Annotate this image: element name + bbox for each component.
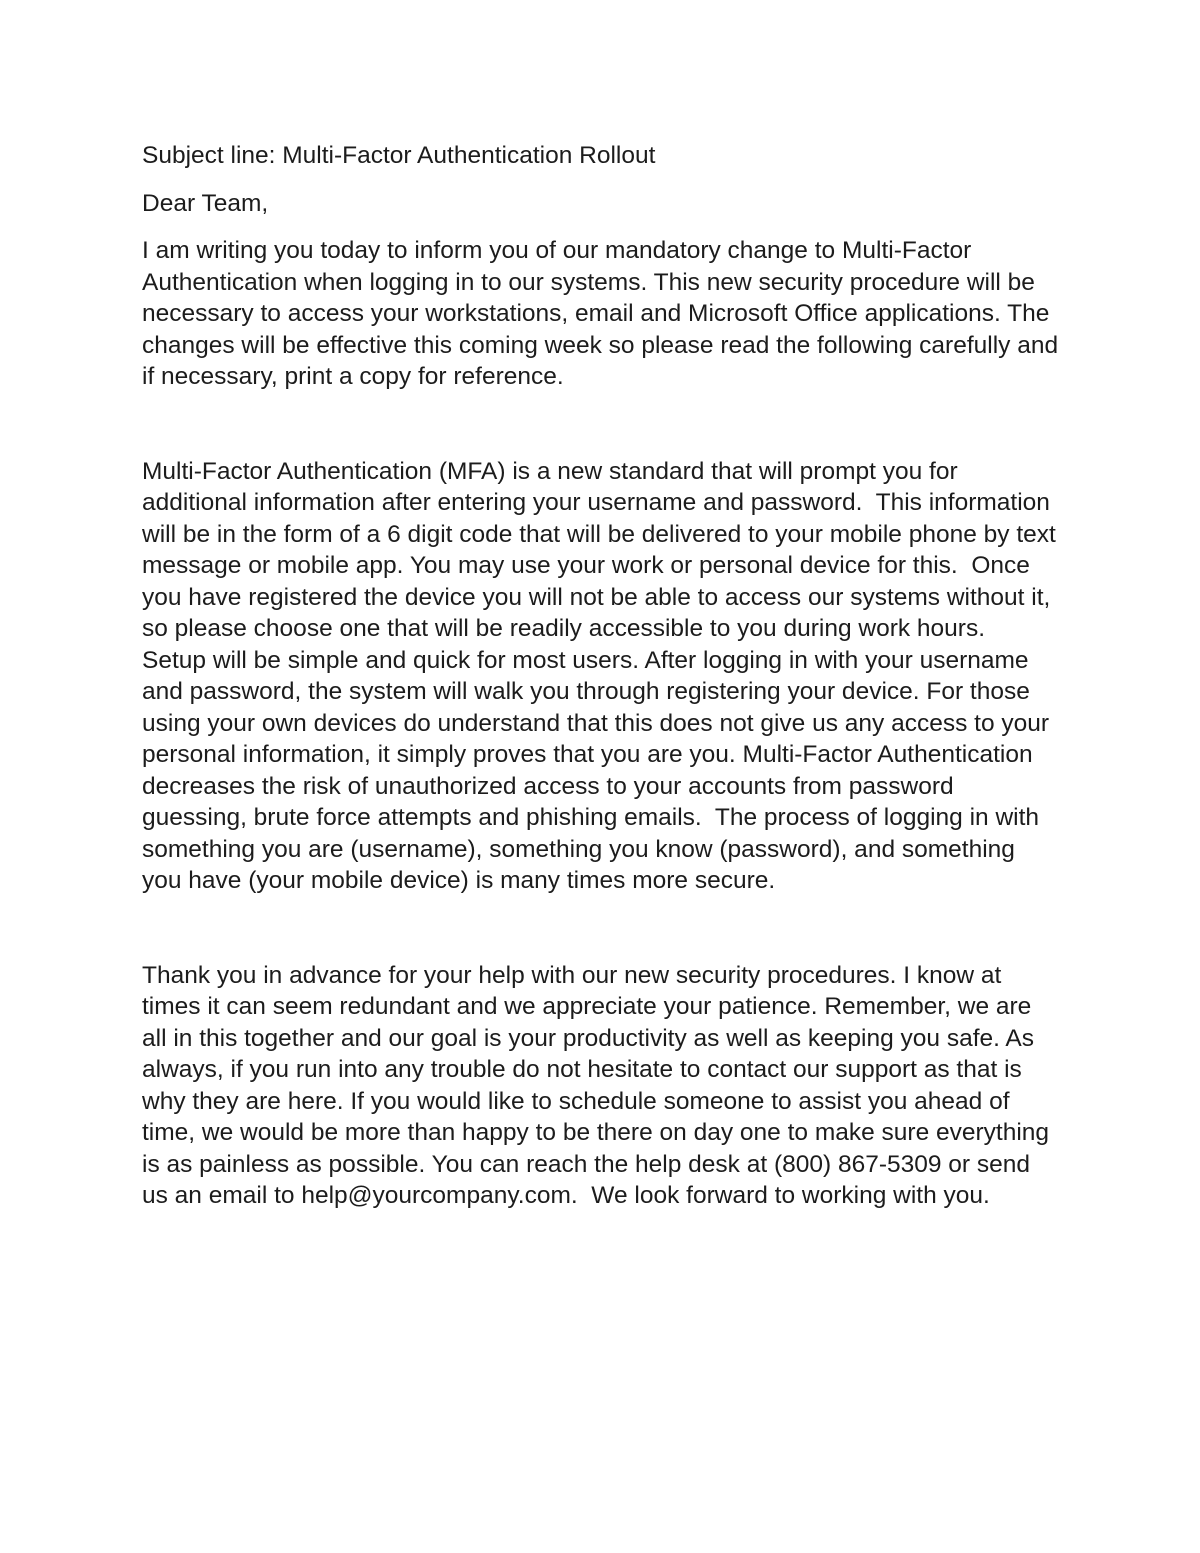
paragraph-mfa-details: Multi-Factor Authentication (MFA) is a new standard that will prompt you for additional information after entering your username and password. This information will be in the form of a 6 digit code that will be delivered to your mobile phone by text message or mobile app. You may use your work or personal device for this. Once you have registered the device you will not be able to access our systems without it, so please choose one that will be readily accessible to you during work hours. Setup will be simple and quick for most users. After logging in with your username and password, the system will walk you through registering your device. For those using your own devices do understand that this does not give us any access to your personal information, it simply proves that you are you. Multi-Factor Authentication decreases the risk of unauthorized access to your accounts from password guessing, brute force attempts and phishing emails. The process of logging in with something you are (username), something you know (password), and something you have (your mobile device) is many times more secure. [142,457,1063,894]
greeting: Dear Team, [142,189,269,217]
paragraph-closing: Thank you in advance for your help with our new security procedures. I know at times it can seem redundant and we appreciate your patience. Remember, we are all in this together and our goal is your productivity as well as keeping you safe. As always, if you run into any trouble do not hesitate to contact our support as that is why they are here. If you would like to schedule someone to assist you ahead of time, we would be more than happy to be there on day one to make sure everything is as painless as possible. You can reach the help desk at (800) 867-5309 or send us an email to help@yourcompany.com. We look forward to working with you. [142,961,1056,1209]
paragraph-intro: I am writing you today to inform you of our mandatory change to Multi-Factor Authentication when logging in to our systems. This new security procedure will be necessary to access your workstations, email and Microsoft Office applications. The changes will be effective this coming week so please read the following carefully and if necessary, print a copy for reference. [142,237,1065,390]
letter-body [142,140,1065,1212]
subject-line: Subject line: Multi-Factor Authentication Rollout [142,142,656,169]
